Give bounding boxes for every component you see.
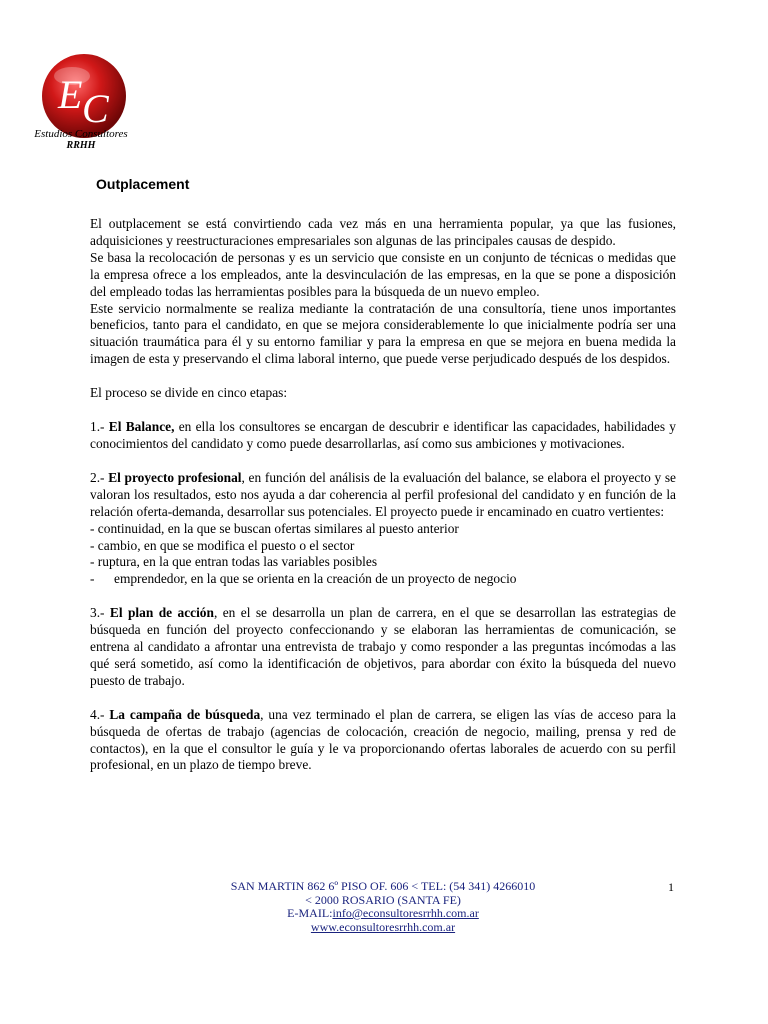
intro-paragraph-3: Este servicio normalmente se realiza mediante la contratación de una consultoría, tiene unos importantes beneficios, tanto para el candidato, en que se mejora considerablemente lo que inicialmente podría ser una situación traumática para él y su entorno familiar y para la empresa en que se mejora en buena medida la imagen de esta y preservando el clima laboral interno, que puede verse perjudicado después de los despidos. [90,300,676,367]
footer-email-link[interactable]: info@econsultoresrrhh.com.ar [332,906,479,920]
vertiente-item: - continuidad, en la que se buscan ofertas similares al puesto anterior [90,520,459,536]
stage-1 [90,419,676,453]
document-title: Outplacement [96,176,190,192]
vertiente-item: - cambio, en que se modifica el puesto o el sector [90,537,355,553]
footer-email-label: E-MAIL: [287,906,333,920]
list-dash: - [90,571,95,587]
stage-title: La campaña de búsqueda [109,706,261,722]
logo-caption [20,128,142,152]
stage-title: El plan de acción [109,605,214,621]
stage-2 [90,470,676,521]
footer-contact [150,880,616,934]
vertiente-text: emprendedor, en la que se orienta en la creación de un proyecto de negocio [114,571,517,587]
stage-title: El Balance, [108,419,175,435]
intro-paragraph-2: Se basa la recolocación de personas y es un servicio que consiste en un conjunto de técnicas o medidas que la empresa ofrece a los empleados, ante la desvinculación de las empresas, en la que se pone a disposición del empleado todas las herramientas posibles para la búsqueda de un nuevo empleo. [90,249,676,299]
stage-3 [90,605,676,690]
stage-4 [90,707,676,775]
stage-text: , en el se desarrolla un plan de carrera, en el que se desarrollan las estrategias de búsqueda en función del proyecto confeccionando y se elaboran las herramientas de comunicación, se entrena al candidato a afrontar una entrevista de trabajo y como responder a las preguntas incómodas a las qué será sometido, así como la identificación de objetivos, para abordar con éxito la búsqueda del nuevo puesto de trabajo. [90,605,676,688]
vertiente-item: - ruptura, en la que entran todas las variables posibles [90,554,378,570]
document-body [90,216,676,774]
process-intro: El proceso se divide en cinco etapas: [90,385,288,401]
stage-number: 1.- [90,419,109,435]
footer-website-line [150,921,616,935]
footer-city: < 2000 ROSARIO (SANTA FE) [305,892,461,907]
logo-caption-text: Estudios Consultores [34,128,128,140]
footer-address: SAN MARTIN 862 6º PISO OF. 606 < TEL: (54 341) 4266010 [230,879,536,893]
intro-paragraph-1: El outplacement se está convirtiendo cada vez más en una herramienta popular, ya que las fusiones, adquisiciones y reestructuraciones empresariales son algunas de las principales causas de despido. [90,216,676,248]
stage-title: El proyecto profesional [108,469,242,485]
footer-website-link[interactable]: www.econsultoresrrhh.com.ar [310,919,456,934]
logo-caption-sub: RRHH [66,140,96,151]
page-number: 1 [668,880,674,894]
stage-text: , en función del análisis de la evaluación del balance, se elabora el proyecto y se valoran los resultados, esto nos ayuda a dar coherencia al perfil profesional del candidato y en función de la relación oferta-demanda, desarrollar sus potenciales. El proyecto puede ir encaminado en cuatro vertientes: [90,469,676,519]
stage-text: , una vez terminado el plan de carrera, se eligen las vías de acceso para la búsqueda de ofertas de trabajo (agencias de colocación, creación de negocio, mailing, prensa y red de contactos), en la que el consultor le guía y le va proporcionando ofertas laborales de acuerdo con su perfil profesional, en un plazo de tiempo breve. [90,706,676,773]
logo-monogram-e: E [58,72,83,117]
stage-number: 2.- [90,469,109,485]
stage-number: 3.- [90,605,110,621]
vertiente-item [90,571,676,588]
logo-monogram-c: C [82,86,109,131]
footer-email-line [150,907,616,921]
stage-number: 4.- [90,706,110,722]
stage-text: en ella los consultores se encargan de descubrir e identificar las capacidades, habilidades y conocimientos del candidato y como puede desarrollarlas, así como sus ambiciones y motivaciones. [90,419,677,451]
